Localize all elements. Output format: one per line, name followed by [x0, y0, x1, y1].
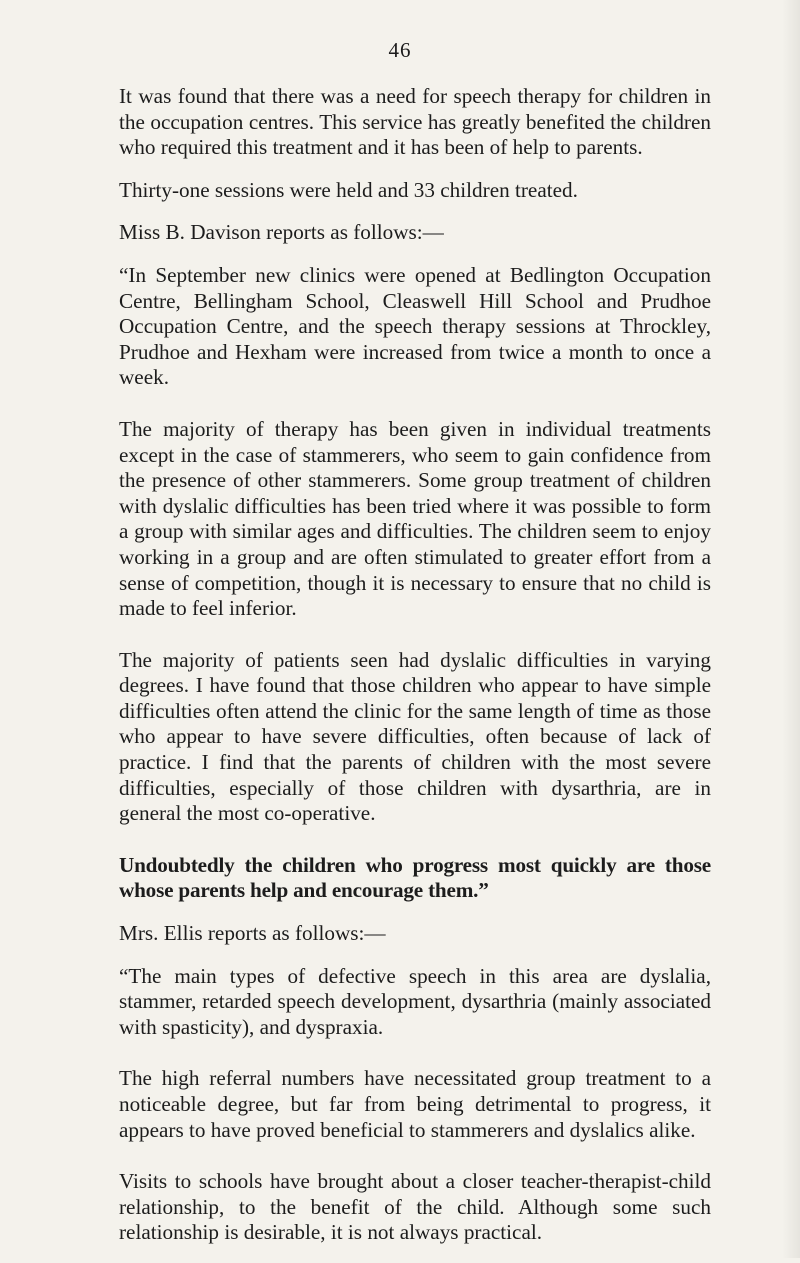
page-body	[119, 84, 711, 1263]
paragraph-referral-numbers: The high referral numbers have necessitated group treatment to a noticeable degree, but far from being detrimental to progress, it appears to have proved beneficial to stammerers and dyslalics alike.	[119, 1066, 711, 1142]
paragraph-new-clinics: “In September new clinics were opened at Bedlington Occupation Centre, Bellingham School, Cleaswell Hill School and Prudhoe Occupation Centre, and the speech therapy sessions at Throckley, Prudhoe and Hexham were increased from twice a month to once a week.	[119, 262, 711, 390]
paragraph-davison-intro: Miss B. Davison reports as follows:—	[119, 220, 444, 245]
paragraph-defect-types: “The main types of defective speech in this area are dyslalia, stammer, retarded speech development, dysarthria (mainly associated with spasticity), and dyspraxia.	[119, 963, 711, 1039]
paragraph-sessions-held: Thirty-one sessions were held and 33 children treated.	[119, 177, 578, 202]
paragraph-parents-encourage: Undoubtedly the children who progress most quickly are those whose parents help and encourage them.”	[119, 852, 711, 903]
paragraph-school-visits: Visits to schools have brought about a closer teacher-therapist-child relationship, to the benefit of the child. Although some such relationship is desirable, it is not always practical.	[119, 1169, 711, 1245]
page-edge-shadow	[782, 0, 800, 1258]
paragraph-dyslalic-patients: The majority of patients seen had dyslalic difficulties in varying degrees. I have found that those children who appear to have simple difficulties often attend the clinic for the same length of time as those who appear to have severe difficulties, often because of lack of practice. I find that the parents of children with the most severe difficulties, especially of those children with dysarthria, are in general the most co-operative.	[119, 647, 711, 826]
page-number: 46	[388, 38, 412, 62]
paragraph-ellis-intro: Mrs. Ellis reports as follows:—	[119, 921, 386, 946]
paragraph-therapy-majority: The majority of therapy has been given in individual treatments except in the case of stammerers, who seem to gain confidence from the presence of other stammerers. Some group treatment of children with dyslalic difficulties has been tried where it was possible to form a group with similar ages and difficulties. The children seem to enjoy working in a group and are often stimulated to greater effort from a sense of competition, though it is necessary to ensure that no child is made to feel inferior.	[119, 416, 711, 621]
paragraph-speech-therapy-need: It was found that there was a need for speech therapy for children in the occupation centres. This service has greatly benefited the children who required this treatment and it has been of help to parents.	[119, 84, 711, 160]
